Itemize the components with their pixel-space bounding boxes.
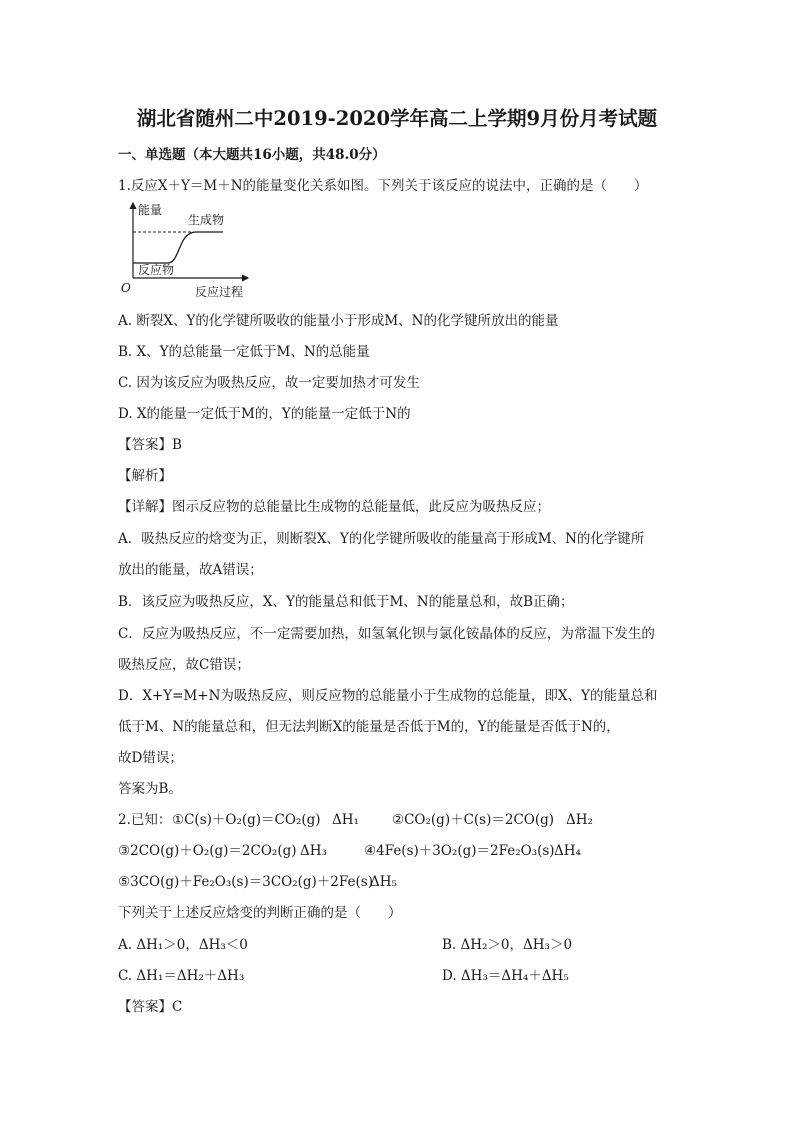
q2-reaction-4: ④4Fe(s)＋3O₂(g)＝2Fe₂O₃(s) (364, 843, 555, 859)
q1-option-c: C. 因为该反应为吸热反应，故一定要加热才可发生 (118, 375, 420, 391)
energy-diagram (118, 200, 258, 300)
q2-reaction-5-dh: ΔH₅ (370, 874, 397, 890)
q1-analysis-line: B．该反应为吸热反应，X、Y的能量总和低于M、N的能量总和，故B正确； (118, 594, 574, 610)
q2-question: 下列关于上述反应焓变的判断正确的是（ ） (118, 905, 402, 921)
section-heading: 一、单选题（本大题共16小题，共48.0分） (118, 147, 386, 163)
q2-option-c: C. ΔH₁＝ΔH₂＋ΔH₃ (118, 968, 245, 984)
reactant-label: 反应物 (138, 263, 175, 277)
q1-option-a: A. 断裂X、Y的化学键所吸收的能量小于形成M、N的化学键所放出的能量 (118, 313, 559, 329)
q1-analysis-line: 放出的能量，故A错误； (118, 562, 263, 578)
q2-reaction-5: ⑤3CO(g)＋Fe₂O₃(s)＝3CO₂(g)＋2Fe(s) (118, 874, 373, 890)
document-title: 湖北省随州二中2019-2020学年高二上学期9月份月考试题 (136, 107, 658, 130)
q2-reaction-1-dh: ΔH₁ (332, 812, 359, 828)
q1-analysis-heading: 【解析】 (118, 468, 172, 484)
x-axis-label: 反应过程 (195, 285, 244, 299)
q1-conclusion: 答案为B。 (118, 781, 182, 797)
q1-stem: 1.反应X＋Y＝M＋N的能量变化关系如图。下列关于该反应的说法中，正确的是（ ） (118, 178, 648, 194)
q2-reaction-2: ②CO₂(g)＋C(s)＝2CO(g) (392, 812, 555, 828)
q1-analysis-line: 故D错误； (118, 750, 183, 766)
q1-analysis-line: 【详解】图示反应物的总能量比生成物的总能量低，此反应为吸热反应； (118, 499, 550, 515)
q1-analysis-line: C．反应为吸热反应，不一定需要加热，如氢氧化钡与氯化铵晶体的反应，为常温下发生的 (118, 626, 655, 642)
q2-intro: 2.已知： (118, 812, 172, 828)
y-axis-label: 能量 (138, 203, 163, 217)
q2-option-b: B. ΔH₂＞0，ΔH₃＞0 (442, 937, 573, 953)
origin-label: O (121, 281, 131, 295)
q1-analysis-line: 低于M、N的能量总和，但无法判断X的能量是否低于M的，Y的能量是否低于N的， (118, 719, 620, 735)
q1-option-d: D. X的能量一定低于M的，Y的能量一定低于N的 (118, 406, 411, 422)
energy-curve (133, 232, 223, 263)
q2-option-a: A. ΔH₁＞0，ΔH₃＜0 (118, 937, 248, 953)
q1-analysis-line: 吸热反应，故C错误； (118, 657, 250, 673)
q2-reaction-2-dh: ΔH₂ (566, 812, 593, 828)
q2-option-d: D. ΔH₃＝ΔH₄＋ΔH₅ (442, 968, 569, 984)
product-label: 生成物 (188, 213, 225, 227)
q2-reaction-1: ①C(s)＋O₂(g)＝CO₂(g) (172, 812, 321, 828)
q2-reaction-4-dh: ΔH₄ (554, 843, 581, 859)
q1-option-b: B. X、Y的总能量一定低于M、N的总能量 (118, 344, 370, 360)
q2-reaction-3-dh: ΔH₃ (300, 843, 327, 859)
q1-analysis-line: A．吸热反应的焓变为正，则断裂X、Y的化学键所吸收的能量高于形成M、N的化学键所 (118, 531, 645, 547)
q2-answer: 【答案】C (118, 999, 183, 1015)
q2-reaction-3: ③2CO(g)＋O₂(g)＝2CO₂(g) (118, 843, 297, 859)
q1-analysis-line: D．X+Y=M+N为吸热反应，则反应物的总能量小于生成物的总能量，即X、Y的能量总和 (118, 688, 658, 704)
q1-answer: 【答案】B (118, 437, 182, 453)
